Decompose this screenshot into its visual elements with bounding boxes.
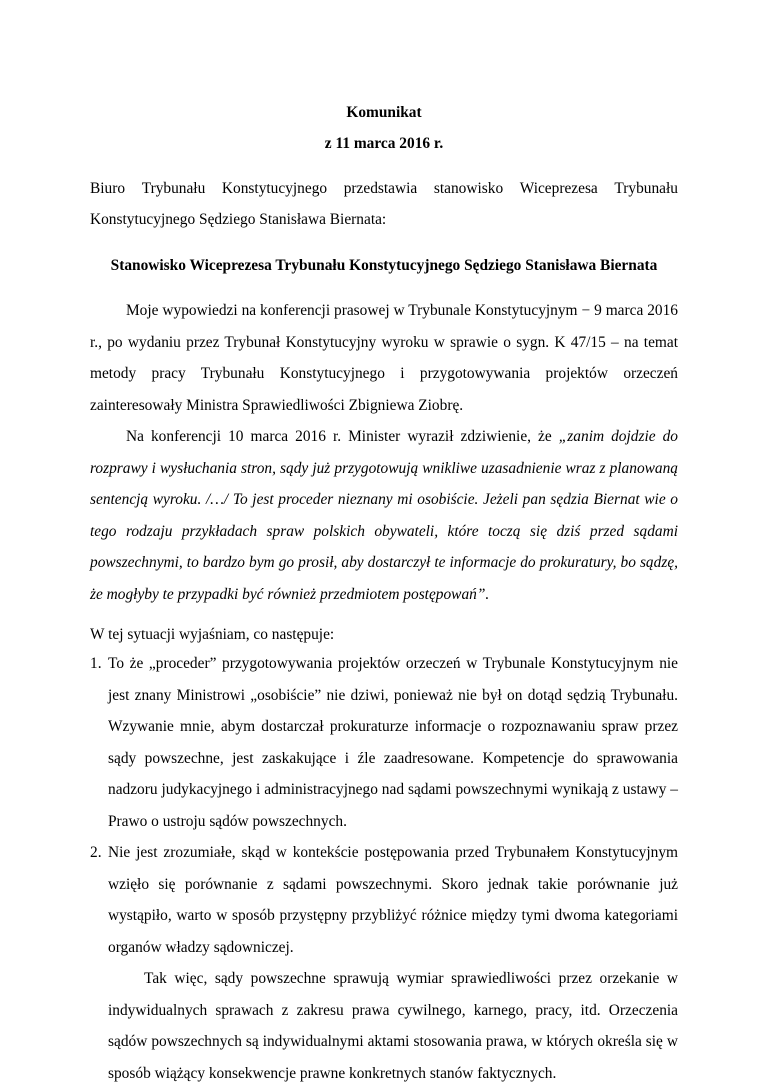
- point-text: Nie jest zrozumiałe, skąd w kontekście postępowania przed Trybunałem Konstytucyjnym wzięło się porównanie z sądami powszechnymi. Skoro jednak takie porównanie już wystąpiło, warto w sposób przystępny przybliżyć różnice między tymi dwoma kategoriami organów władzy sądowniczej.: [108, 844, 678, 956]
- intro-word: stanowisko: [433, 180, 504, 197]
- intro-word: przedstawia: [343, 180, 418, 197]
- intro-line-2: Konstytucyjnego Sędziego Stanisława Biernata:: [90, 211, 387, 228]
- paragraph-1: Moje wypowiedzi na konferencji prasowej w Trybunale Konstytucyjnym − 9 marca 2016 r., po wydaniu przez Trybunał Konstytucyjny wyroku w sprawie o sygn. K 47/15 – na temat metody pracy Trybunału Konstytucyjnego i przygotowywania projektów orzeczeń zainteresowały Ministra Sprawiedliwości Zbigniewa Ziobrę.: [90, 302, 678, 414]
- document-date: z 11 marca 2016 r.: [324, 135, 444, 152]
- point-number: 1.: [90, 655, 102, 672]
- intro-word: Wiceprezesa: [519, 180, 598, 197]
- intro-line-1: [90, 180, 678, 198]
- point-1: [90, 648, 678, 837]
- statement-heading: Stanowisko Wiceprezesa Trybunału Konstytucyjnego Sędziego Stanisława Biernata: [110, 257, 658, 274]
- intro-word: Konstytucyjnego: [221, 180, 328, 197]
- intro-word: Trybunału: [614, 180, 678, 197]
- point-number: 2.: [90, 844, 102, 861]
- document-title: Komunikat: [346, 104, 422, 121]
- paragraph-2-lead: Na konferencji 10 marca 2016 r. Minister wyraził zdziwienie, że: [126, 428, 559, 445]
- intro-word: Trybunału: [141, 180, 206, 197]
- explanation-intro: W tej sytuacji wyjaśniam, co następuje:: [90, 626, 335, 643]
- paragraph-2: [90, 421, 678, 610]
- point-text: To że „proceder” przygotowywania projektów orzeczeń w Trybunale Konstytucyjnym nie jest znany Ministrowi „osobiście” nie dziwi, ponieważ nie był on dotąd sędzią Trybunału. Wzywanie mnie, abym dostarczał prokuraturze informacje o rozpoznawaniu spraw przez sądy powszechne, jest zaskakujące i źle zaadresowane. Kompetencje do sprawowania nadzoru judykacyjnego i administracyjnego nad sądami powszechnymi wynikają z ustawy – Prawo o ustroju sądów powszechnych.: [108, 655, 678, 830]
- point-2: [90, 837, 678, 1089]
- minister-quote: „zanim dojdzie do rozprawy i wysłuchania stron, sądy już przygotowują wnikliwe uzasadnienie wraz z planowaną sentencją wyroku. /…/ To jest proceder nieznany mi osobiście. Jeżeli pan sędzia Biernat wie o tego rodzaju przykładach spraw polskich obywateli, które toczą się dziś przed sądami powszechnymi, to bardzo bym go prosił, aby dostarczył te informacje do prokuratury, bo sądzę, że mogłyby te przypadki być również przedmiotem postępowań”.: [90, 428, 679, 603]
- intro-word: Biuro: [90, 180, 126, 197]
- point-continuation: Tak więc, sądy powszechne sprawują wymiar sprawiedliwości przez orzekanie w indywidualnych sprawach z zakresu prawa cywilnego, karnego, pracy, itd. Orzeczenia sądów powszechnych są indywidualnymi aktami stosowania prawa, w których określa się w sposób wiążący konsekwencje prawne konkretnych stanów faktycznych.: [108, 970, 678, 1082]
